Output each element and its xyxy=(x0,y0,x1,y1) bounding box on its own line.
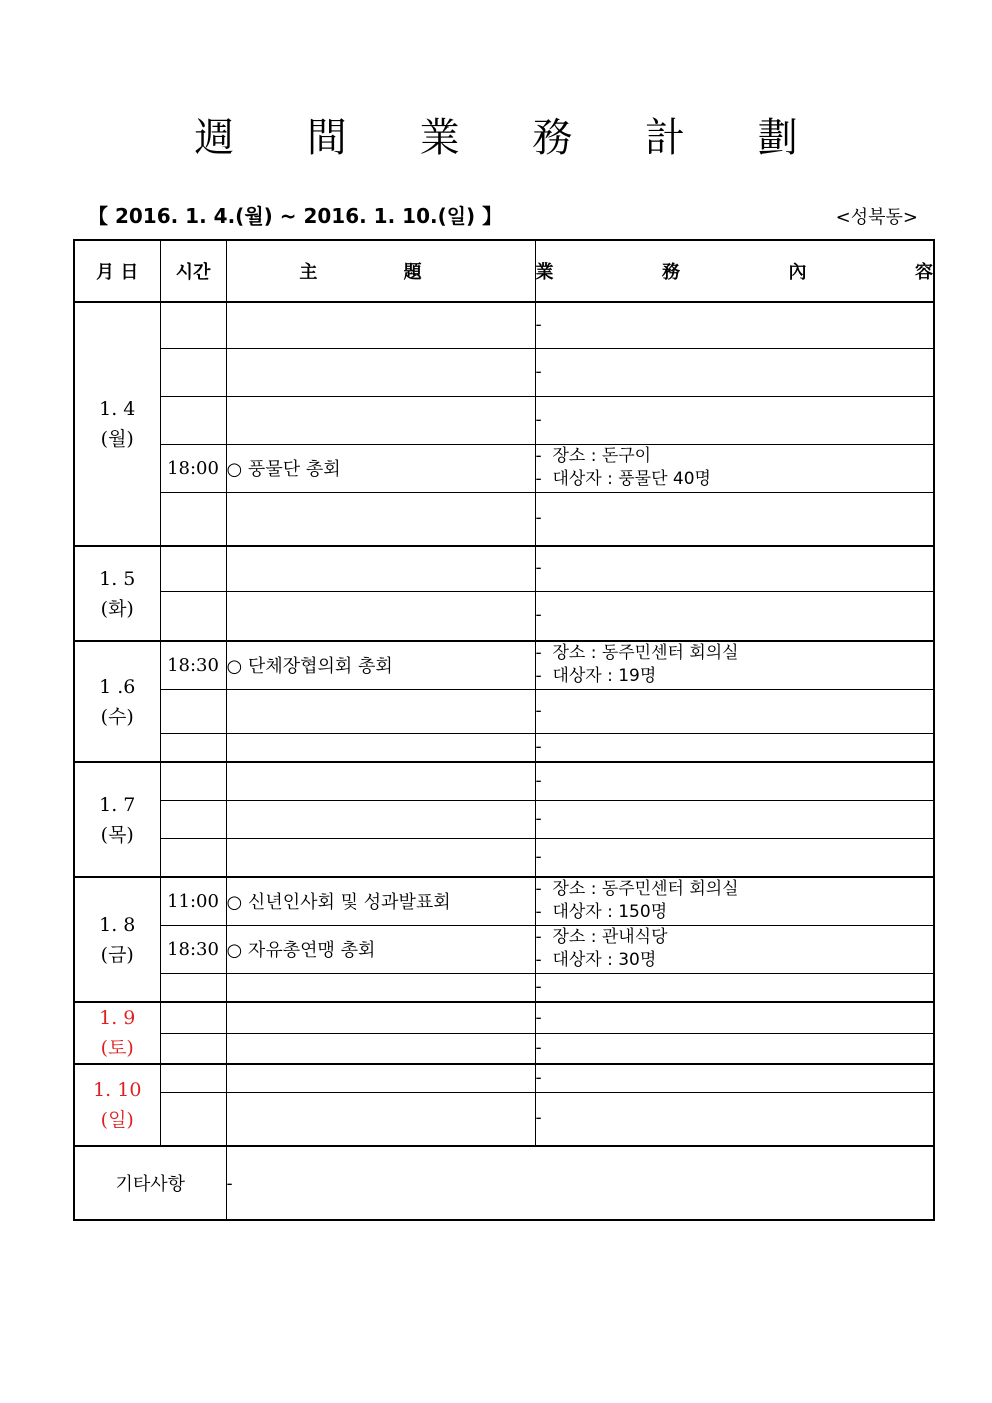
content-line: - xyxy=(535,558,542,579)
content-line: - xyxy=(535,1038,542,1059)
date-cell xyxy=(74,1002,160,1064)
subject-cell xyxy=(226,973,535,1002)
content-cell xyxy=(535,925,934,973)
time-cell xyxy=(160,302,226,348)
time-cell xyxy=(160,396,226,444)
content-line: - 대상자 : 풍물단 40명 xyxy=(535,469,711,489)
subject-cell xyxy=(226,838,535,877)
content-line: - xyxy=(535,508,542,529)
content-line: - xyxy=(535,605,542,626)
table-row xyxy=(74,1092,934,1146)
content-cell xyxy=(535,689,934,733)
content-line: - xyxy=(535,976,542,997)
content-cell xyxy=(535,838,934,877)
table-row xyxy=(74,800,934,838)
time-cell xyxy=(160,546,226,591)
table-row xyxy=(74,1002,934,1034)
date-weekday: (화) xyxy=(100,597,134,620)
content-cell xyxy=(535,762,934,800)
content-cell xyxy=(535,973,934,1002)
header-time: 시간 xyxy=(160,240,226,302)
content-line: - 대상자 : 150명 xyxy=(535,902,668,923)
date-cell xyxy=(74,1064,160,1146)
table-row xyxy=(74,492,934,546)
date-day: 1 .6 xyxy=(99,675,136,698)
date-weekday: (금) xyxy=(100,943,134,966)
table-row xyxy=(74,973,934,1002)
header-date: 月 日 xyxy=(74,240,160,302)
content-cell xyxy=(535,877,934,925)
subject-cell xyxy=(226,762,535,800)
header-subject: 主 題 xyxy=(226,240,535,302)
table-row xyxy=(74,546,934,591)
subject-cell xyxy=(226,733,535,762)
dong-name: <성북동> xyxy=(835,207,918,228)
table-row xyxy=(74,877,934,925)
subject-cell xyxy=(226,800,535,838)
time-cell: 18:00 xyxy=(160,444,226,492)
content-line: - 장소 : 동주민센터 회의실 xyxy=(535,879,739,900)
table-row xyxy=(74,302,934,348)
date-weekday: (일) xyxy=(100,1109,134,1131)
content-line: - xyxy=(535,361,542,382)
content-cell xyxy=(535,1064,934,1092)
content-cell xyxy=(535,396,934,444)
table-row xyxy=(74,591,934,641)
subject-cell: ○ 자유총연맹 총회 xyxy=(226,925,535,973)
date-cell xyxy=(74,302,160,546)
content-line: - xyxy=(535,314,542,335)
time-cell xyxy=(160,800,226,838)
content-cell xyxy=(535,800,934,838)
content-line: - 장소 : 동주민센터 회의실 xyxy=(535,643,739,664)
subject-cell xyxy=(226,396,535,444)
content-line: - xyxy=(535,409,542,430)
subject-cell xyxy=(226,492,535,546)
table-row xyxy=(74,1064,934,1092)
time-cell: 18:30 xyxy=(160,641,226,689)
content-line: - xyxy=(535,846,542,867)
table-row xyxy=(74,641,934,689)
content-line: - 대상자 : 30명 xyxy=(535,950,657,970)
time-cell: 18:30 xyxy=(160,925,226,973)
content-cell xyxy=(535,1034,934,1064)
date-weekday: (월) xyxy=(100,428,134,450)
time-cell xyxy=(160,733,226,762)
subject-cell: ○ 단체장협의회 총회 xyxy=(226,641,535,689)
table-row xyxy=(74,444,934,492)
date-cell xyxy=(74,762,160,877)
date-weekday: (수) xyxy=(100,705,134,728)
header-content: 業 務 內 容 xyxy=(535,240,934,302)
subject-cell xyxy=(226,591,535,641)
misc-label: 기타사항 xyxy=(74,1146,226,1220)
content-cell xyxy=(535,1092,934,1146)
misc-value: - xyxy=(226,1146,934,1220)
subject-cell xyxy=(226,302,535,348)
table-row xyxy=(74,762,934,800)
table-row xyxy=(74,689,934,733)
time-cell xyxy=(160,1092,226,1146)
content-cell xyxy=(535,492,934,546)
subject-cell xyxy=(226,689,535,733)
content-cell xyxy=(535,733,934,762)
time-cell xyxy=(160,689,226,733)
content-cell xyxy=(535,302,934,348)
content-cell xyxy=(535,444,934,492)
content-line: - xyxy=(535,736,542,757)
subject-cell: ○ 풍물단 총회 xyxy=(226,444,535,492)
table-row xyxy=(74,1034,934,1064)
content-line: - xyxy=(535,808,542,829)
date-cell xyxy=(74,877,160,1002)
time-cell xyxy=(160,1034,226,1064)
subject-cell xyxy=(226,546,535,591)
content-line: - xyxy=(535,1067,542,1088)
date-day: 1. 4 xyxy=(99,398,136,420)
date-day: 1. 8 xyxy=(99,913,136,936)
document-title: 週 間 業 務 計 劃 xyxy=(194,115,828,161)
subject-cell xyxy=(226,1002,535,1034)
time-cell xyxy=(160,348,226,396)
date-cell xyxy=(74,546,160,641)
content-cell xyxy=(535,641,934,689)
table-row xyxy=(74,396,934,444)
time-cell xyxy=(160,1002,226,1034)
date-day: 1. 7 xyxy=(99,793,136,816)
subject-cell xyxy=(226,1064,535,1092)
date-cell xyxy=(74,641,160,762)
table-row xyxy=(74,838,934,877)
time-cell xyxy=(160,838,226,877)
date-weekday: (목) xyxy=(100,823,134,846)
content-cell xyxy=(535,1002,934,1034)
content-cell xyxy=(535,591,934,641)
table-row xyxy=(74,925,934,973)
time-cell: 11:00 xyxy=(160,877,226,925)
content-line: - 대상자 : 19명 xyxy=(535,666,657,687)
subject-cell xyxy=(226,1034,535,1064)
date-day: 1. 10 xyxy=(93,1079,142,1101)
weekly-plan-table xyxy=(73,239,935,1221)
content-line: - xyxy=(535,700,542,721)
period-range: 【 2016. 1. 4.(월) ~ 2016. 1. 10.(일) 】 xyxy=(88,204,503,228)
misc-row xyxy=(74,1146,934,1220)
table-body xyxy=(74,302,934,1146)
content-line: - 장소 : 관내식당 xyxy=(535,927,668,947)
time-cell xyxy=(160,1064,226,1092)
content-line: - xyxy=(535,1108,542,1129)
content-line: - xyxy=(535,1007,542,1028)
table-row xyxy=(74,348,934,396)
table-header-row xyxy=(74,240,934,302)
time-cell xyxy=(160,591,226,641)
time-cell xyxy=(160,492,226,546)
content-line: - xyxy=(535,770,542,791)
subject-cell xyxy=(226,1092,535,1146)
date-weekday: (토) xyxy=(100,1037,134,1059)
content-line: - 장소 : 돈구이 xyxy=(535,446,652,466)
date-day: 1. 9 xyxy=(99,1007,136,1029)
content-cell xyxy=(535,348,934,396)
time-cell xyxy=(160,762,226,800)
date-day: 1. 5 xyxy=(99,567,136,590)
time-cell xyxy=(160,973,226,1002)
subject-cell: ○ 신년인사회 및 성과발표회 xyxy=(226,877,535,925)
subject-cell xyxy=(226,348,535,396)
table-row xyxy=(74,733,934,762)
content-cell xyxy=(535,546,934,591)
